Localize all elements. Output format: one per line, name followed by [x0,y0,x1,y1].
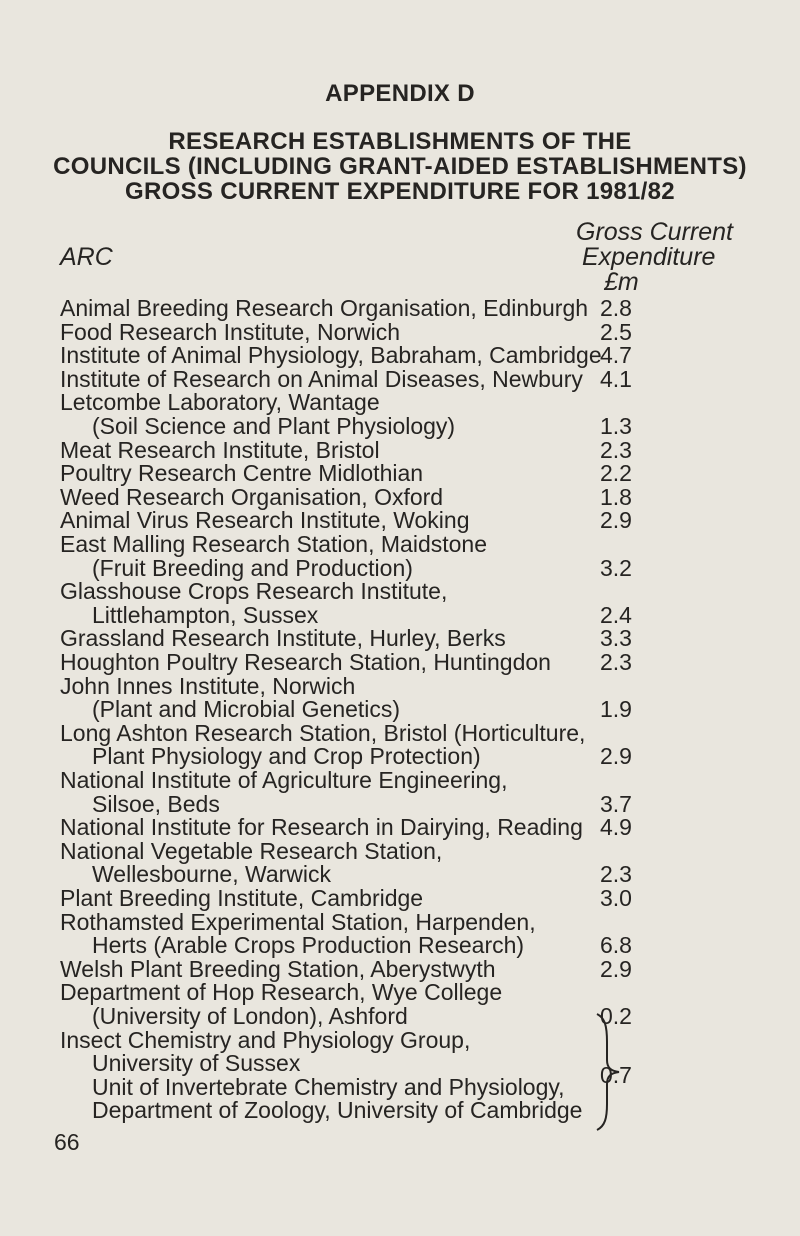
establishment-name-line: National Vegetable Research Station, [60,837,443,864]
expenditure-value: 1.3 [600,413,632,439]
expenditure-value: 0.2 [600,1003,632,1029]
establishment-name-line: Meat Research Institute, Bristol [60,436,380,463]
establishment-name-line: Houghton Poultry Research Station, Huntingdon [60,649,551,675]
council-label: ARC [60,243,113,271]
appendix-heading: APPENDIX D [325,80,475,107]
establishment-name-line: Plant Physiology and Crop Protection) [92,743,481,770]
establishment-name-line: Grassland Research Institute, Hurley, Berks [60,625,506,652]
establishment-name-line: National Institute of Agriculture Engineering, [60,767,508,793]
establishment-name-line: Welsh Plant Breeding Station, Aberystwyth [60,955,496,982]
establishment-name-line: National Institute for Research in Dairying, Reading [60,814,583,841]
establishment-name-line: Littlehampton, Sussex [92,601,319,628]
establishment-name-line: John Innes Institute, Norwich [60,672,356,699]
expenditure-value: 4.9 [600,814,632,841]
page-number: 66 [54,1129,80,1155]
column-header-unit: £m [604,268,639,296]
expenditure-value: 2.9 [600,743,632,770]
establishment-name-line: Letcombe Laboratory, Wantage [60,389,380,416]
establishment-name-line: Animal Virus Research Institute, Woking [60,507,470,534]
expenditure-value: 2.3 [600,436,632,463]
expenditure-value: 2.5 [600,318,632,345]
establishment-name-line: Glasshouse Crops Research Institute, [60,578,448,605]
establishment-name-line: Poultry Research Centre Midlothian [60,460,424,487]
expenditure-value: 0.7 [600,1062,632,1088]
expenditure-value: 4.1 [600,365,632,392]
establishment-name-line: Food Research Institute, Norwich [60,318,401,345]
expenditure-value: 2.9 [600,955,632,982]
establishment-name-line: (Soil Science and Plant Physiology) [92,413,456,439]
expenditure-value: 6.8 [600,932,632,959]
establishment-name-line: Long Ashton Research Station, Bristol (Horticulture, [60,719,586,746]
expenditure-value: 3.7 [600,790,632,817]
establishment-name-line: East Malling Research Station, Maidstone [60,531,487,557]
expenditure-value: 2.9 [600,507,632,534]
establishment-name-line: University of Sussex [92,1050,301,1077]
expenditure-value: 1.8 [600,483,632,510]
establishment-name-line: Weed Research Organisation, Oxford [60,483,444,510]
expenditure-value: 2.2 [600,460,632,487]
title-line-2: COUNCILS (INCLUDING GRANT-AIDED ESTABLISHMENTS) [53,153,747,180]
establishment-name-line: Animal Breeding Research Organisation, Edinburgh [60,295,589,321]
expenditure-value: 2.8 [600,295,632,321]
establishment-name-line: Institute of Research on Animal Diseases, Newbury [60,365,583,392]
title-line-1: RESEARCH ESTABLISHMENTS OF THE [168,128,632,155]
expenditure-value: 4.7 [600,342,632,369]
establishment-name-line: Wellesbourne, Warwick [92,861,332,888]
establishment-name-line: Unit of Invertebrate Chemistry and Physiology, [92,1073,565,1100]
establishment-name-line: Department of Zoology, University of Cambridge [92,1097,583,1124]
expenditure-value: 2.3 [600,649,632,675]
establishment-name-line: Insect Chemistry and Physiology Group, [60,1026,471,1053]
establishment-name-line: (Plant and Microbial Genetics) [92,696,401,723]
expenditure-value: 1.9 [600,696,632,723]
column-header-line-2: Expenditure [582,243,716,271]
expenditure-value: 2.4 [600,601,632,628]
brace-icon [595,1012,625,1132]
title-line-3: GROSS CURRENT EXPENDITURE FOR 1981/82 [125,178,675,205]
establishment-name-line: Silsoe, Beds [92,790,220,817]
establishment-name-line: Department of Hop Research, Wye College [60,979,503,1006]
establishment-name-line: (Fruit Breeding and Production) [92,554,413,581]
expenditure-value: 3.3 [600,625,632,652]
establishment-name-line: Rothamsted Experimental Station, Harpenden, [60,908,536,935]
establishment-name-line: Plant Breeding Institute, Cambridge [60,885,424,911]
establishment-name-line: Institute of Animal Physiology, Babraham, Cambridge [60,342,602,369]
column-header-line-1: Gross Current [576,218,733,246]
establishment-name-line: (University of London), Ashford [92,1003,408,1029]
expenditure-value: 2.3 [600,861,632,888]
expenditure-value: 3.2 [600,554,632,581]
establishment-name-line: Herts (Arable Crops Production Research) [92,932,525,959]
expenditure-value: 3.0 [600,885,632,911]
